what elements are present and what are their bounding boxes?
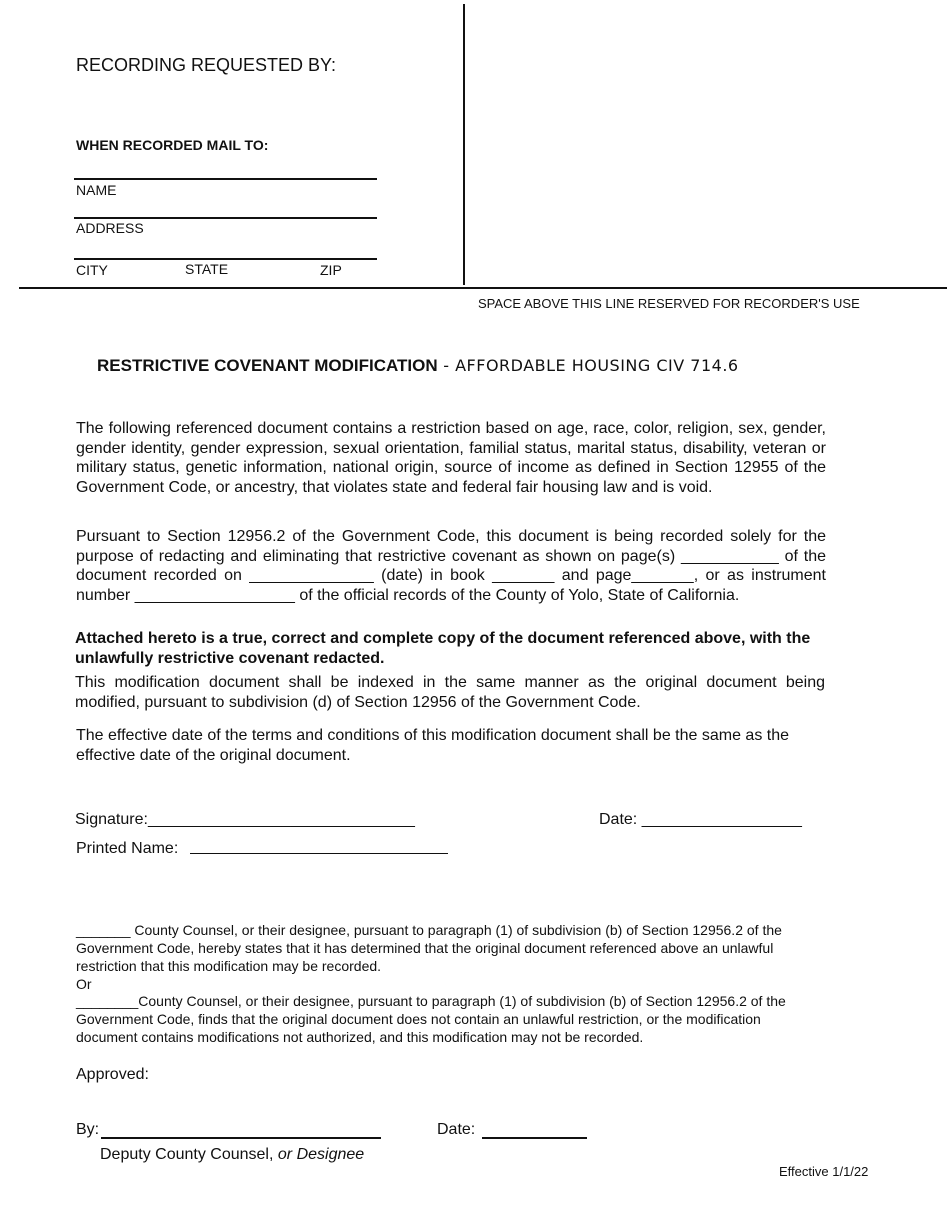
title-bold: RESTRICTIVE COVENANT MODIFICATION [97,356,438,375]
zip-label: ZIP [320,262,342,278]
approved-label: Approved: [76,1066,149,1083]
city-label: CITY [76,262,108,278]
state-label: STATE [185,261,229,277]
counsel-option-recorded: _______ County Counsel, or their designee, pursuant to paragraph (1) of subdivision (b) of Section 12956.2 of the Government Code, hereby states that it has determined that the original document referenced above an unlawful restriction that this modification may be recorded. [76,922,782,974]
recorder-use-note: SPACE ABOVE THIS LINE RESERVED FOR RECORDER'S USE [478,296,860,311]
by-label: By: [76,1121,100,1138]
header-divider-vertical [463,4,465,285]
approval-date-field[interactable] [482,1137,587,1139]
pursuant-paragraph: Pursuant to Section 12956.2 of the Government Code, this document is being recorded solely for the purpose of redacting and eliminating that restrictive covenant as shown on page(s) ___________ of the document recorded on ______________ (date) in book _______ and page_______, or as instrument number __________________ of the official records of the County of Yolo, State of California. [76,528,826,604]
deputy-county-counsel-label [100,1146,364,1164]
effective-date-paragraph: The effective date of the terms and conditions of this modification document shall be the same as the effective date of the original document. [76,727,789,764]
name-field[interactable] [74,178,377,180]
address-label: ADDRESS [76,220,144,236]
printed-name-field[interactable] [190,853,448,854]
when-recorded-mail-to-label: WHEN RECORDED MAIL TO: [76,137,269,153]
signature-field[interactable]: Signature:______________________________ [75,811,415,828]
or-label: Or [76,976,92,992]
document-title [97,356,739,376]
city-state-zip-field[interactable] [74,258,377,260]
designee-label: or Designee [277,1146,365,1163]
effective-date-footer: Effective 1/1/22 [779,1164,869,1179]
counsel-option-not-recorded: ________County Counsel, or their designee, pursuant to paragraph (1) of subdivision (b) of Section 12956.2 of the Government Code, finds that the original document does not contain an unlawful restriction, or the modification document contains modifications not authorized, and this modification may not be recorded. [76,993,786,1045]
address-field[interactable] [74,217,377,219]
recorder-space-line [19,287,947,289]
signature-date-field[interactable]: Date: __________________ [599,811,802,828]
deputy-label: Deputy County Counsel, [100,1146,274,1163]
title-subtitle: - AFFORDABLE HOUSING CIV 714.6 [437,356,739,375]
by-signature-field[interactable] [101,1137,381,1139]
approval-date-label: Date: [437,1121,476,1138]
recording-requested-by-label: RECORDING REQUESTED BY: [76,55,337,75]
name-label: NAME [76,182,117,198]
restriction-paragraph: The following referenced document contains a restriction based on age, race, color, religion, sex, gender, gender identity, gender expression, sexual orientation, familial status, marital status, disability, veteran or military status, genetic information, national origin, source of income as defined in Section 12955 of the Government Code, or ancestry, that violates state and federal fair housing law and is void. [76,420,826,496]
attached-paragraph: Attached hereto is a true, correct and complete copy of the document referenced above, with the unlawfully restrictive covenant redacted. [75,630,811,667]
printed-name-label: Printed Name: [76,840,179,857]
indexed-paragraph: This modification document shall be indexed in the same manner as the original document being modified, pursuant to subdivision (d) of Section 12956 of the Government Code. [75,674,825,711]
